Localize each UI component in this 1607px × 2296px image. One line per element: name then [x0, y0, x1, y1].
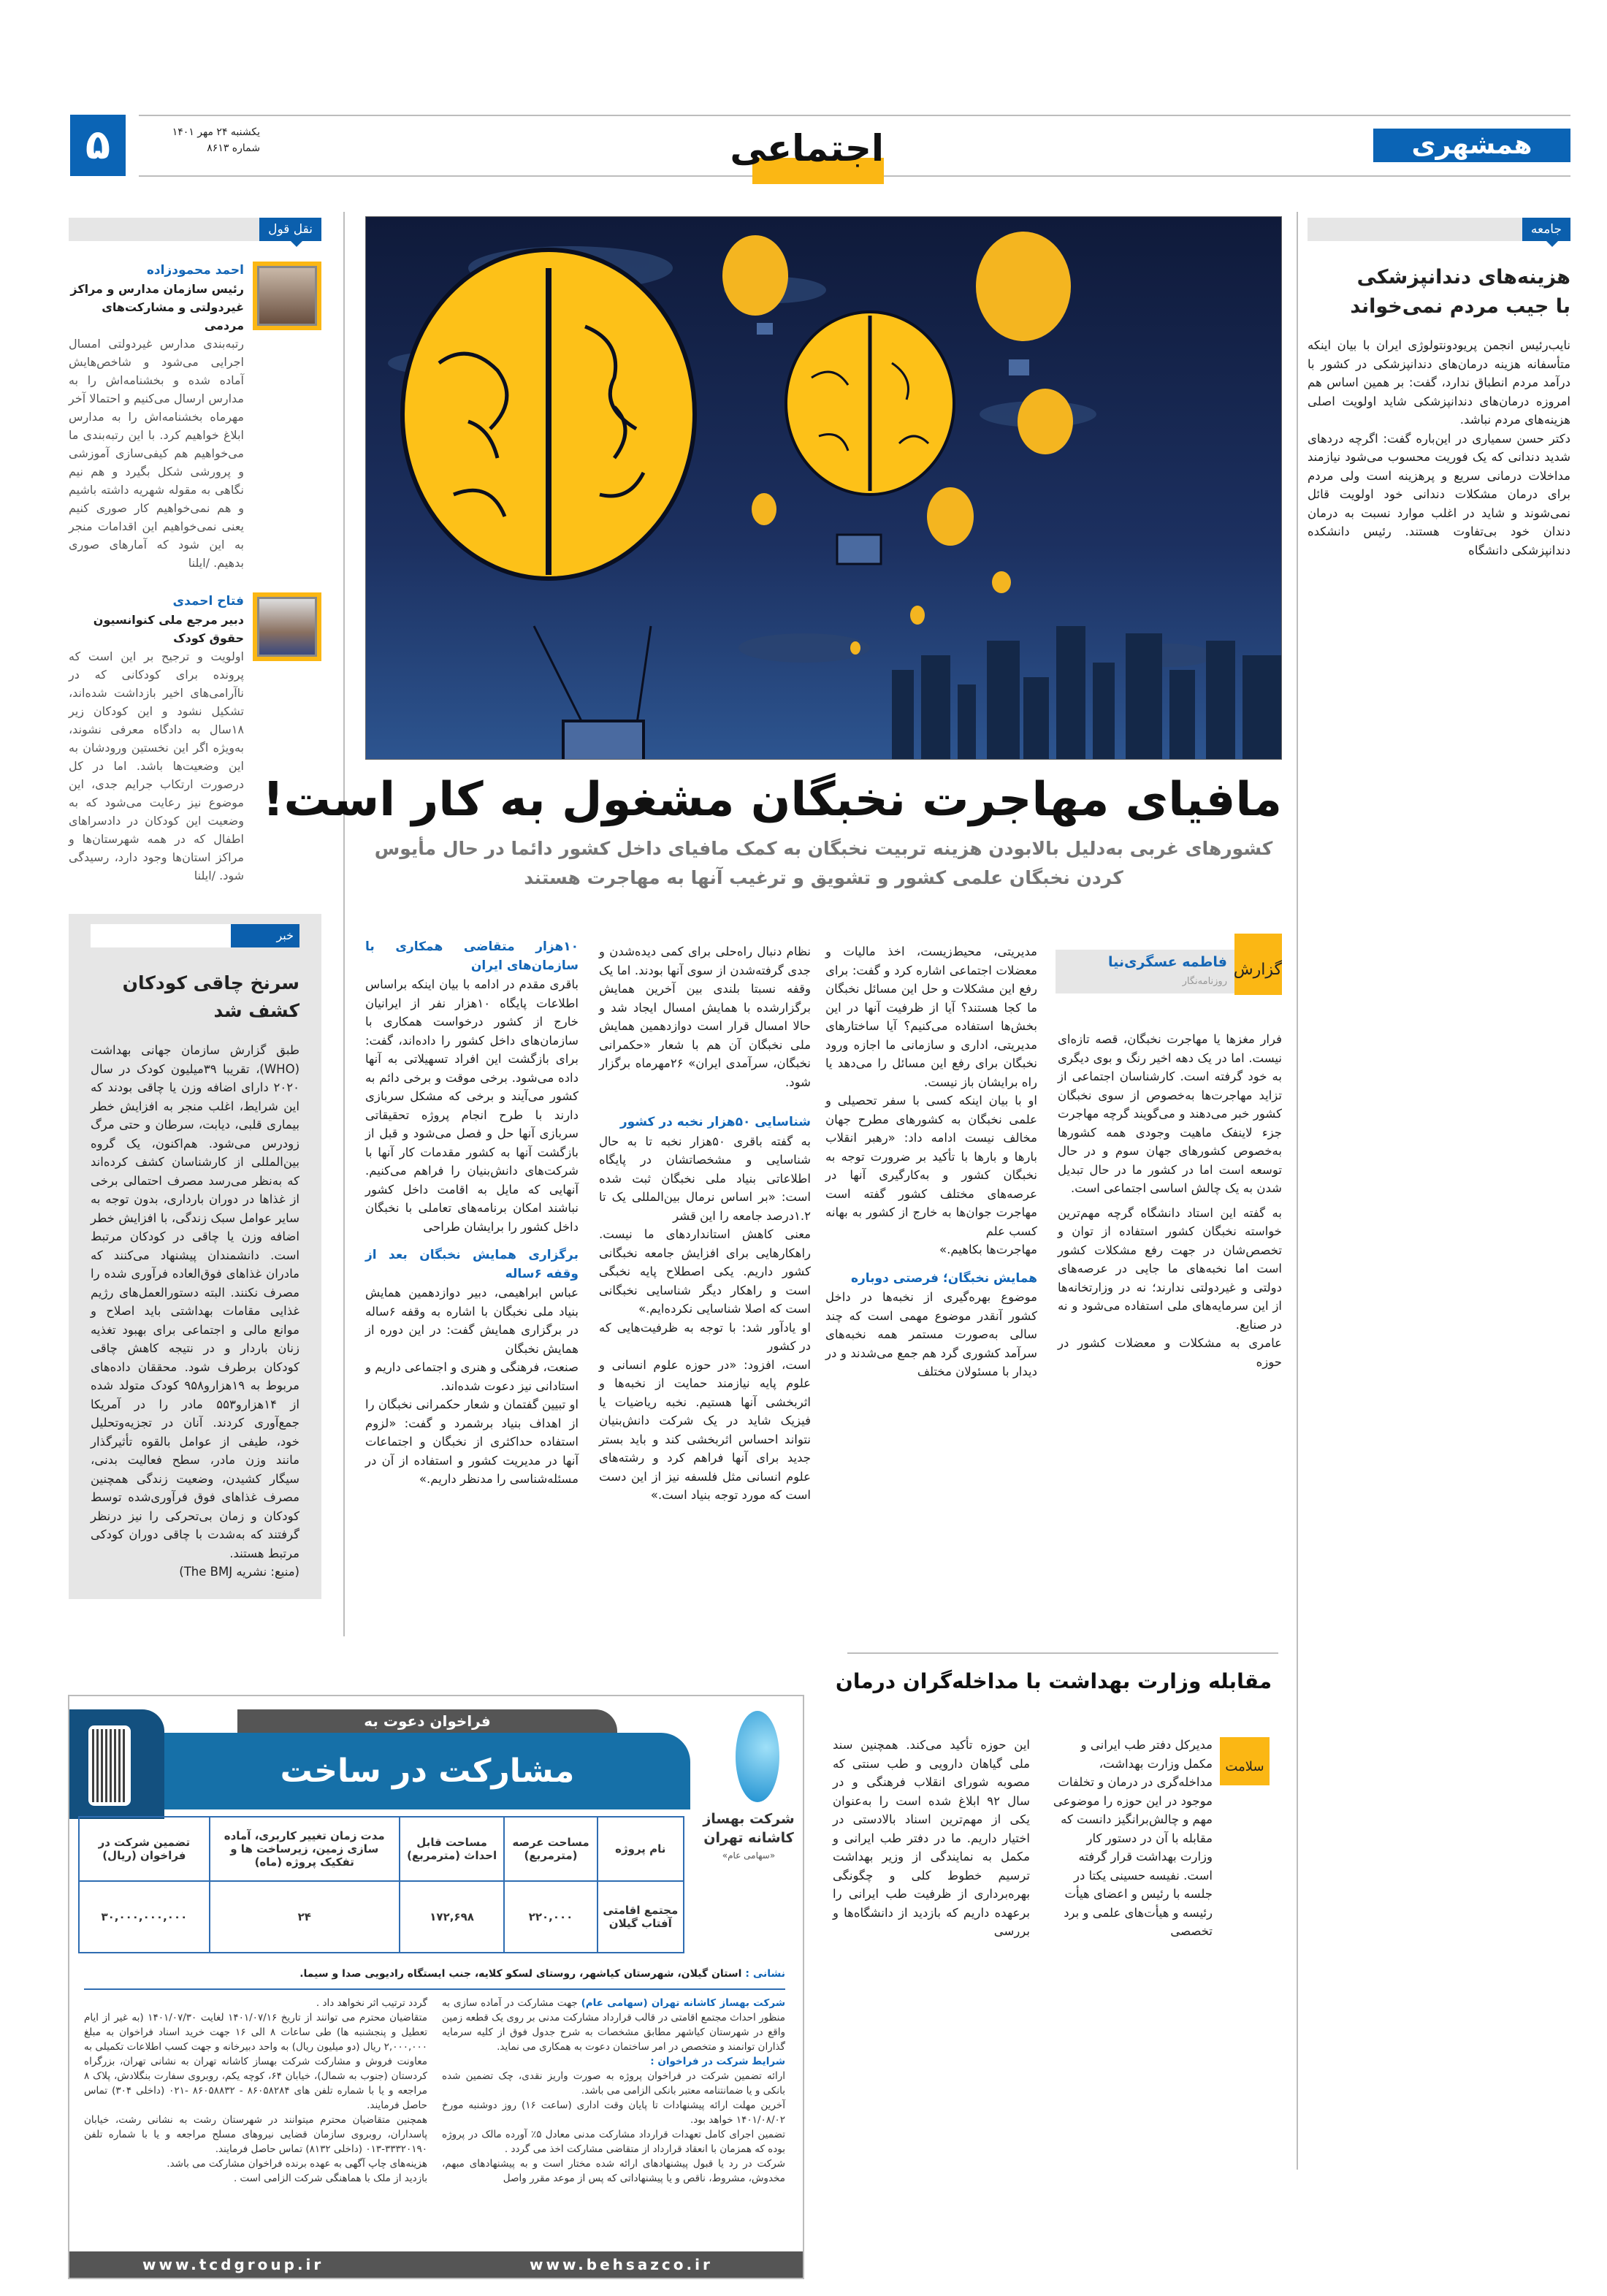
main-article-column-4: ۱۰هزار متقاضی همکاری با سازمان‌های ایران باقری مقدم در ادامه با بیان اینکه براساس اطلاعات پایگاه ۱۰هزار نفر از ایرانیان خارج از کشور درخواست همکاری با سازمان‌های داخل کشور را داده‌اند، گفت: برای بازگشت این افراد تسهیلاتی به آنها داده می‌شود. برخی موقت و برخی دائم به کشور می‌آیند و برخی که مشکل سربازی دارند با طرح انجام پروژه تحقیقاتی سربازی آنها حل و فصل می‌شود و قبل از بازگشت آنها به کشور مقدمات کار آنها با شرکت‌های دانش‌بنیان را فراهم می‌کنیم. آنهایی که مایل به اقامت داخل کشور نباشند امکان برنامه‌های تعاملی با نخبگان داخل کشور را برایشان طراحی برگزاری همایش نخبگان بعد از وقفه ۶ساله عباس ابراهیمی، دبیر دوازدهمین همایش بنیاد ملی نخبگان با اشاره به وقفه ۶ساله در برگزاری همایش گفت: در این دوره از همایش نخبگان صنعت، فرهنگی و هنری و اجتماعی داریم و استادانی نیز دعوت شده‌اند. او تبیین گفتمان و شعار حکمرانی نخبگان را از اهداف بنیاد برشمرد و گفت: «لزوم استفاده حداکثری از نخبگان و اجتماعات آنها در مدیریت کشور و استفاده از آن در مسئله‌شناسی را مدنظر داریم.»: [365, 939, 579, 1486]
main-article-column-2: مدیریتی، محیط‌زیست، اخذ مالیات و معضلات اجتماعی اشاره کرد و گفت: برای رفع این مشکلات و حل این مسائل نخبگان ما کجا هستند؟ آیا از ظرفیت آنها در این بخش‌ها استفاده می‌کنیم؟ آیا ساختارهای مدیریتی، اداری و سازمانی ما اجازه ورود نخبگان برای رفع این مسائل را می‌دهد یا راه برایشان باز نیست. او با بیان اینکه کسی با سفر تحصیلی و علمی نخبگان به کشورهای مطرح جهان مخالف نیست ادامه داد: «رهبر انقلاب بارها و بارها با تأکید بر ضرورت توجه به نخبگان کشور و به‌کارگیری آنها در عرصه‌های مختلف کشور گفته است مهاجرت جوان‌ها به خارج از کشور به بهانه کسب علم مهاجرت‌ها بکاهیم.» همایش نخبگان؛ فرصتی دوباره موضوع بهره‌گیری از نخبه‌ها در داخل کشور آنقدر موضوع مهمی است که چند سالی به‌صورت مستمر همه نخبه‌های سرآمد کشوری گرد هم جمع می‌شدند و در دیدار با مسئولان مختلف: [825, 945, 1037, 1378]
issue-info: [136, 124, 260, 156]
avatar-photo: [253, 592, 321, 661]
ad-rule: [84, 1988, 785, 1990]
section-title: اجتماعی: [752, 121, 884, 187]
ad-title: مشارکت در ساخت: [164, 1733, 690, 1809]
quote-role: رئیس سازمان مدارس و مراکز غیردولتی و مشارکت‌های مردمی: [70, 282, 244, 332]
left-sidebar: [69, 218, 321, 1599]
news-source: (منبع: نشریه The BMJ): [179, 1565, 299, 1579]
quote-role: دبیر مرجع ملی کنوانسیون حقوق کودک: [93, 613, 244, 645]
illustration-brain-balloons: [365, 216, 1282, 760]
issue-date: یکشنبه ۲۴ مهر ۱۴۰۱: [172, 126, 260, 138]
brain-balloon-medium: [786, 312, 954, 495]
main-article-column-1: فرار مغزها یا مهاجرت نخبگان، قصه تازه‌ای نیست. اما در یک دهه اخیر رنگ و بوی دیگری به خود گرفته است. کارشناسان اجتماعی از تزاید مهاجرت‌ها به‌خصوص از سوی نخبگان کشور خبر می‌دهند و می‌گویند گرچه مهاجرت جزء لاینفک ماهیت وجودی همه کشورها به‌خصوص کشورهای جهان سوم و در حال توسعه است اما در کشور ما در حال تبدیل شدن به یک چالش اساسی اجتماعی است. به گفته این استاد دانشگاه گرچه مهم‌ترین خواسته نخبگان کشور استفاده از توان و تخصص‌شان در جهت رفع مشکلات کشور است اما نخبه‌های ما جایی در عرصه‌های دولتی و غیردولتی ندارند؛ نه در وزارتخانه‌ها از این سرمایه‌های ملی استفاده می‌شود و نه در صنایع. عامری به مشکلات و معضلات کشور در حوزه: [1058, 1032, 1282, 1369]
subheading: شناسایی ۵۰هزار نخبه در کشور: [619, 1115, 811, 1129]
subheading: برگزاری همایش نخبگان بعد از وقفه ۶ساله: [365, 1248, 579, 1281]
section-label-bar: [1308, 218, 1570, 241]
quote-text: اولویت و ترجیح بر این است که پرونده برای کودکانی که در ناآرامی‌های اخیر بازداشت شده‌اند، تشکیل نشود و این کودکان زیر ۱۸سال به دادگاه معرفی نشوند، به‌ویژه اگر این نخستین ورودشان به این وضعیت‌ها باشد. اما در کل درصورت ارتکاب جرایم جدی، این موضوع نیز رعایت می‌شود که به وضعیت این کودکان در دادسراهای اطفال که در همه شهرستان‌ها و مراکز استان‌ها وجود دارد، رسیدگی شود. /ایلنا: [69, 649, 244, 882]
article-rule: [847, 1652, 1278, 1654]
subheading: همایش نخبگان؛ فرصتی دوباره: [850, 1270, 1037, 1286]
avatar-photo: [253, 262, 321, 330]
news-box: [69, 914, 321, 1599]
health-headline: مقابله وزارت بهداشت با مداخله‌گران درمان: [835, 1669, 1272, 1693]
website-link[interactable]: www.tcdgroup.ir: [142, 2256, 324, 2273]
project-table: نام پروژه مساحت عرصه (مترمربع) مساحت قابل احداث (مترمربع) مدت زمان تغییر کاربری، آماده سازی زمین، زیرساخت ها و تفکیک پروژه (ماه) تضمین شرکت در فراخوان (ریال) مجتمع اقامتی آفتاب گیلان ۲۲۰,۰۰۰ ۱۷۲,۶۹۸ ۲۴ ۳۰,۰۰۰,۰۰۰,۰۰۰: [78, 1816, 684, 1953]
ad-text-left: گردد ترتیب اثر نخواهد داد . متقاضیان محترم می توانند از تاریخ ۱۴۰۱/۰۷/۱۶ لغایت ۱۴۰۱/۰۷/۳۰ (به غیر از ایام تعطیل و پنجشنبه ها) طی ساعات ۸ الی ۱۶ جهت خرید اسناد فراخوان به مبلغ ۲,۰۰۰,۰۰۰ ریال (دو میلیون ریال) به واحد دبیرخانه و جهت کسب اطلاعات تکمیلی به معاونت فروش و مشارکت شرکت بهساز کاشانه تهران به نشانی تهران، بزرگراه کردستان (جنوب به شمال)، خیابان ۶۴، کوچه یکم، روبروی سفارت بنگلادش، پلاک ۸ مراجعه و یا با شماره تلفن های ۸۶۰۵۸۲۸۴ - ۸۶۰۵۸۸۳۲ -۰۲۱ (داخلی ۳۰۴) تماس حاصل فرمایند. همچنین متقاضیان محترم میتوانند در شهرستان رشت به نشانی رشت، خیابان پاسداران، روبروی سازمان قضایی نیروهای مسلح مراجعه و یا با شماره تلفن ۳۳۳۲۰۱۹۰-۰۱۳ (داخلی ۸۱۳۲) تماس حاصل فرمایند. هزینه‌های چاپ آگهی به عهده برنده فراخوان مشارکت می باشد. بازدید از ملک با هماهنگی شرکت الزامی است .: [84, 1997, 428, 2184]
health-column-left: این حوزه تأکید می‌کند. همچنین سند ملی گیاهان دارویی و طب سنتی که مصوبه شورای انقلاب فرهنگی و در سال ۹۲ ابلاغ شده است را به‌عنوان یکی از مهم‌ترین اسناد بالادستی در اختیار داریم. ما در دفتر طب ایرانی و مکمل به نمایندگی از وزیر بهداشت ترسیم خطوط کلی و چگونگی بهره‌برداری از ظرفیت طب ایرانی را برعهده داریم که بازدید از دانشگاه‌ها و بررسی: [833, 1738, 1030, 1938]
news-title: سرنخ چاقی کودکان کشف شد: [122, 972, 299, 1021]
subheading: ۱۰هزار متقاضی همکاری با سازمان‌های ایران: [365, 939, 579, 973]
main-headline: مافیای مهاجرت نخبگان مشغول به کار است!: [262, 773, 1282, 827]
ad-qr-panel: [69, 1709, 164, 1819]
ad-text-right: شرکت بهساز کاشانه تهران (سهامی عام) جهت مشارکت در آماده سازی به منظور احداث مجتمع اقامتی در قالب قرارداد مشارکت مدنی بر روی یک قطعه زمین واقع در شهرستان کیاشهر مطابق مشخصات به شرح جدول فوق از کلیه سرمایه گذاران توانمند و متخصص در امر ساختمان دعوت به همکاری می نماید. شرایط شرکت در فراخوان : ارائه تضمین شرکت در فراخوان پروژه به صورت واریز نقدی، چک تضمین شده بانکی و یا ضمانتنامه معتبر بانکی الزامی می باشد. آخرین مهلت ارائه پیشنهادات تا پایان وقت اداری (ساعت ۱۶) روز دوشنبه مورخ ۱۴۰۱/۰۸/۰۲ خواهد بود. تضمین اجرای کامل تعهدات قرارداد مشارکت مدنی معادل ۵٪ آورده مالک در پروژه بوده که همزمان با انعقاد قرارداد از متقاضی مشارکت اخذ می گردد . شرکت در رد یا قبول پیشنهادهای ارائه شده مختار است و به پیشنهادهای مبهم، مخدوش، مشروط، ناقص و یا پیشنهاداتی که پس از موعد مقرر واصل: [442, 1997, 785, 2184]
website-link[interactable]: www.behsazco.ir: [530, 2256, 713, 2273]
qr-code-icon[interactable]: [88, 1725, 131, 1806]
ad-invite: فراخوان دعوت به: [237, 1709, 617, 1733]
header-top-rule: [139, 115, 1570, 116]
column-divider: [1297, 212, 1298, 2170]
company-logo-icon: [736, 1711, 779, 1802]
quote-text: رتبه‌بندی مدارس غیردولتی امسال اجرایی می‌شود و شاخص‌هایش آماده شده و بخشنامه‌اش را به مدارس ارسال می‌کنیم و احتمالا آخر مهرماه بخشنامه‌اش را به مدارس ابلاغ خواهیم کرد. با این رتبه‌بندی ما می‌خواهیم هم کیفی‌سازی آموزشی و پرورشی شکل بگیرد و هم نیم نگاهی به مقوله شهریه داشته باشیم و هم نمی‌خواهیم کار صوری کنیم یعنی نمی‌خواهیم این اقدامات منجر به این شود که آمارهای صوری بدهیم. /ایلنا: [69, 337, 244, 570]
news-label-bar: [91, 924, 299, 947]
section-label-society: جامعه: [1522, 218, 1570, 241]
news-body: طبق گزارش سازمان جهانی بهداشت (WHO)، تقریبا ۳۹میلیون کودک در سال ۲۰۲۰ دارای اضافه وزن یا چاقی بودند که این شرایط، اغلب منجر به افزایش خطر بیماری قلبی، دیابت، سرطان و حتی مرگ زودرس می‌شود. هم‌اکنون، یک گروه بین‌المللی از کارشناسان کشف کرده‌اند که به‌نظر می‌رسد مصرف احتمالی برخی از غذاها در دوران بارداری، بدون توجه به سایر عوامل سبک زندگی، با افزایش خطر اضافه وزن یا چاقی در کودکان مرتبط است. دانشمندان پیشنهاد می‌کنند که مادران غذاهای فوق‌العاده فرآوری شده را مصرف نکنند. البته دستورالعمل‌های رژیم غذایی مقامات بهداشتی باید اصلاح و موانع مالی و اجتماعی برای بهبود تغذیه زنان باردار و در نتیجه کاهش چاقی کودکان برطرف شود. محققان داده‌های مربوط به ۱۹هزارو۹۵۸ کودک متولد شده از ۱۴هزارو۵۵۳ مادر را در آمریکا جمع‌آوری کردند. آنان در تجزیه‌وتحلیل خود، طیفی از عوامل بالقوه تأثیرگذار مانند وزن مادر، سطح فعالیت بدنی، سیگار کشیدن، وضعیت زندگی همچنین مصرف غذاهای فوق فرآوری‌شده توسط کودکان و زمان بی‌تحرکی را نیز درنظر گرفتند که به‌شدت با چاقی دوران کودکی مرتبط هستند. (منبع: نشریه The BMJ): [91, 1041, 299, 1582]
quote-item: [69, 262, 321, 572]
section-label-quotes: نقل قول: [259, 218, 321, 241]
page-number: ۵: [70, 115, 126, 176]
portrait-image: [257, 597, 317, 657]
newspaper-logo: همشهری: [1373, 129, 1570, 162]
quotes-label-bar: [69, 218, 321, 241]
quote-name: احمد محمودزاده: [146, 263, 244, 278]
author-role: روزنامه‌نگار: [1182, 976, 1227, 987]
section-label-news: خبر: [231, 924, 299, 947]
report-label: گزارش: [1234, 934, 1282, 995]
author-name: فاطمه عسگری‌نیا: [1108, 954, 1227, 970]
company-name: شرکت بهساز کاشانه تهران: [703, 1811, 795, 1846]
quote-name: فتاح احمدی: [172, 594, 244, 609]
quote-content: [69, 592, 244, 885]
company-type: «سهامی عام»: [722, 1850, 776, 1861]
health-column-right: مدیرکل دفتر طب ایرانی و مکمل وزارت بهداشت، مداخله‌گری در درمان و تخلفات موجود در این حوزه را موضوعی مهم و چالش‌برانگیز دانست که مقابله با آن در دستور کار وزارت بهداشت قرار گرفته است. نفیسه حسینی یکتا در جلسه با رئیس و اعضای هیأت رئیسه و هیأت‌های علمی و برد تخصصی: [1053, 1738, 1213, 1938]
column-divider: [343, 212, 345, 1636]
headline-block: [262, 768, 1282, 893]
advertisement: [68, 1695, 804, 2279]
issue-number: شماره ۸۶۱۳: [207, 142, 260, 154]
quote-content: [69, 262, 244, 572]
health-label: سلامت: [1220, 1737, 1270, 1785]
main-subheadline: کشورهای غربی به‌دلیل بالابودن هزینه تربیت نخبگان به کمک مافیای داخل کشور دائما در حال مأیوس کردن نخبگان علمی کشور و تشویق و ترغیب آنها به مهاجرت هستند: [374, 838, 1273, 888]
quote-item: [69, 592, 321, 885]
right-article: [1308, 263, 1570, 560]
company-info: [698, 1809, 800, 1861]
article-title: هزینه‌های دندانپزشکی با جیب مردم نمی‌خواند: [1350, 266, 1570, 318]
ad-footer: [69, 2251, 804, 2278]
ad-address: نشانی : استان گیلان، شهرستان کیاشهر، روستای لسکو کلایه، جنب ایستگاه رادیویی صدا و سیما.: [299, 1968, 785, 1980]
article-body: نایب‌رئیس انجمن پریودونتولوژی ایران با بیان اینکه متأسفانه هزینه درمان‌های دندانپزشکی در کشور با درآمد مردم انطباق ندارد، گفت: بر همین اساس هم امروزه درمان‌های دندانپزشکی شاید اولویت اصلی هزینه‌های مردم نباشد. دکتر حسن سمیاری در این‌باره گفت: اگرچه دردهای شدید دندانی که یک فوریت محسوب می‌شود نیازمند مداخلات درمانی سریع و پرهزینه است ولی مردم برای درمان مشکلات دندانی خود اولویت قائل نمی‌شوند و شاید در اغلب موارد نسبت به درمان دندان خود بی‌تفاوت هستند. رئیس دانشکده دندانپزشکی دانشگاه: [1308, 338, 1570, 557]
brain-balloon-large: [402, 250, 695, 579]
main-article-column-3: نظام دنبال راه‌حلی برای کمی دیده‌شدن و جدی گرفته‌شدن از سوی آنها بودند. اما یک وقفه نسبتا بلندی بین آخرین همایش برگزارشده با همایش امسال ایجاد شد و حالا امسال قرار است دوازدهمین همایش ملی نخبگان آن هم با شعار «حکمرانی نخبگان، سرآمدی ایران» ۲۶مهرماه برگزار شود. شناسایی ۵۰هزار نخبه در کشور به گفته باقری ۵۰هزار نخبه تا به حال شناسایی و مشخصاتشان در پایگاه اطلاعاتی بنیاد ملی نخبگان ثبت شده است: «بر اساس نرمال بین‌المللی یک تا ۱.۲درصد جامعه را این قشر معنی کاهش استانداردهای ما نیست. راهکارهایی برای افزایش جامعه نخبگانی کشور داریم. یکی اصطلاح پایه نخبگی است و راهکار دیگر شناسایی نخبگانی است که اصلا شناسایی نکرده‌ایم.» او یادآور شد: با توجه به ظرفیت‌هایی که در کشور است، افزود: «در حوزه علوم انسانی و علوم پایه نیازمند حمایت از نخبه‌ها و اثربخشی آنها هستیم. نخبه ریاضیات یا فیزیک شاید در یک شرکت دانش‌بنیان نتواند احساس اثربخشی کند و باید بستر جدید برای آنها فراهم کرد و رشته‌های علوم انسانی مثل فلسفه نیز از این دست است که مورد توجه بنیاد است.»: [599, 945, 811, 1502]
portrait-image: [257, 266, 317, 326]
